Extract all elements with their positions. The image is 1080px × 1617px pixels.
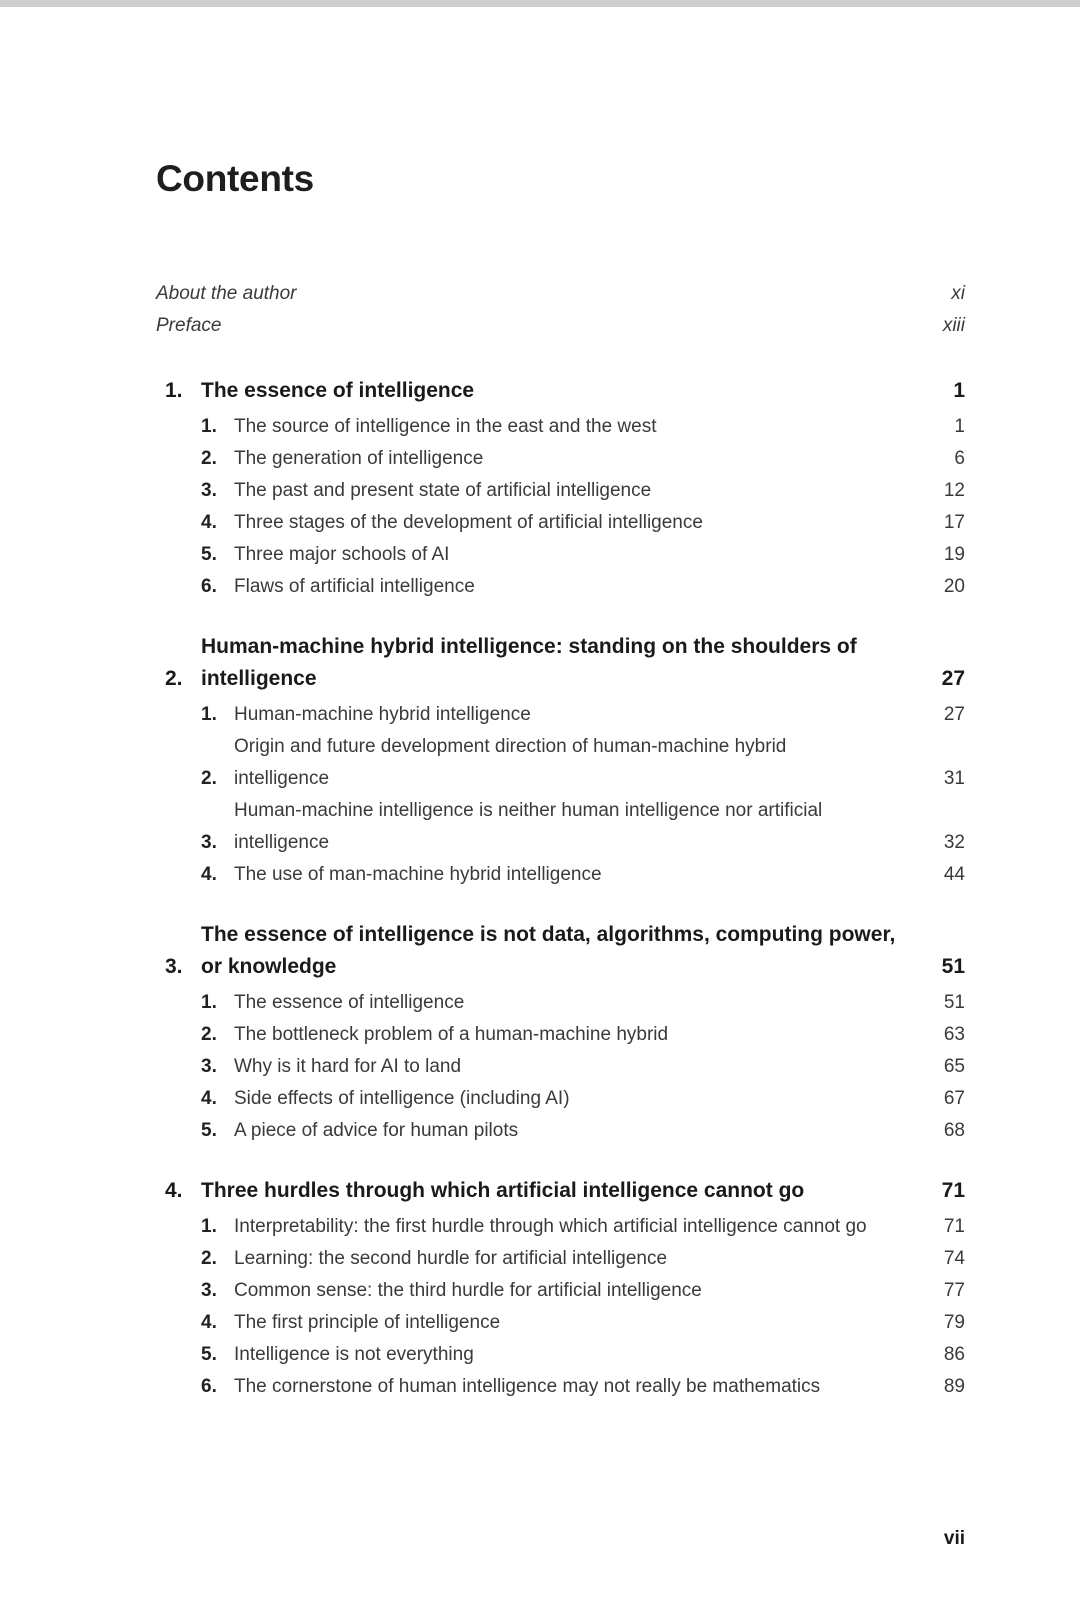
- section-entry[interactable]: [156, 1275, 965, 1307]
- section-number: 1.: [201, 1216, 217, 1237]
- section-title: Human-machine hybrid intelligence: [234, 704, 531, 725]
- section-page: 1: [954, 416, 965, 437]
- section-title: Interpretability: the first hurdle through which artificial intelligence cannot go: [234, 1216, 867, 1237]
- section-title: The source of intelligence in the east and the west: [234, 416, 657, 437]
- section-entry[interactable]: [156, 1115, 965, 1147]
- section-entry[interactable]: [156, 1211, 965, 1243]
- chapter-title: Human-machine hybrid intelligence: standing on the shoulders of intelligence: [201, 635, 857, 690]
- section-page: 12: [943, 480, 965, 501]
- chapter-heading[interactable]: [156, 919, 965, 987]
- page-number: vii: [943, 1528, 965, 1549]
- chapter-list: [156, 375, 965, 1403]
- section-page: 68: [943, 1120, 965, 1141]
- section-title: A piece of advice for human pilots: [234, 1120, 519, 1141]
- section-entry[interactable]: [156, 507, 965, 539]
- section-page: 19: [943, 544, 965, 565]
- section-number: 5.: [201, 1344, 217, 1365]
- section-title: Learning: the second hurdle for artificial intelligence: [234, 1248, 668, 1269]
- section-title: The first principle of intelligence: [234, 1312, 501, 1333]
- chapter-page: 1: [953, 379, 965, 402]
- section-title: Three major schools of AI: [234, 544, 450, 565]
- section-number: 1.: [201, 416, 217, 437]
- section-number: 3.: [201, 832, 217, 853]
- section-entry[interactable]: [156, 795, 965, 859]
- table-of-contents: [156, 283, 965, 1403]
- section-page: 44: [943, 864, 965, 885]
- chapter-number: 3.: [165, 955, 183, 978]
- section-number: 4.: [201, 1088, 217, 1109]
- section-entry[interactable]: [156, 699, 965, 731]
- section-number: 3.: [201, 1280, 217, 1301]
- section-number: 2.: [201, 448, 217, 469]
- section-page: 51: [943, 992, 965, 1013]
- section-page: 74: [943, 1248, 965, 1269]
- section-entry[interactable]: [156, 987, 965, 1019]
- section-page: 32: [943, 832, 965, 853]
- chapter-title: The essence of intelligence is not data, algorithms, computing power, or knowledge: [201, 923, 896, 978]
- section-page: 31: [943, 768, 965, 789]
- section-entry[interactable]: [156, 1371, 965, 1403]
- section-number: 2.: [201, 1248, 217, 1269]
- section-page: 17: [943, 512, 965, 533]
- section-page: 67: [943, 1088, 965, 1109]
- section-title: The essence of intelligence: [234, 992, 465, 1013]
- section-entry[interactable]: [156, 539, 965, 571]
- section-title: Common sense: the third hurdle for artificial intelligence: [234, 1280, 702, 1301]
- section-entry[interactable]: [156, 1307, 965, 1339]
- section-number: 3.: [201, 1056, 217, 1077]
- section-number: 1.: [201, 704, 217, 725]
- entry-page: xiii: [942, 315, 965, 336]
- section-title: Flaws of artificial intelligence: [234, 576, 475, 597]
- chapter-title: The essence of intelligence: [201, 379, 475, 402]
- section-page: 77: [943, 1280, 965, 1301]
- section-page: 65: [943, 1056, 965, 1077]
- section-entry[interactable]: [156, 411, 965, 443]
- chapter-4: [156, 1175, 965, 1403]
- section-page: 63: [943, 1024, 965, 1045]
- section-page: 79: [943, 1312, 965, 1333]
- section-title: Side effects of intelligence (including AI): [234, 1088, 570, 1109]
- section-title: The past and present state of artificial intelligence: [234, 480, 652, 501]
- chapter-3: [156, 919, 965, 1147]
- section-title: Human-machine intelligence is neither human intelligence nor artificial intelligence: [234, 800, 823, 853]
- section-entry[interactable]: [156, 859, 965, 891]
- section-page: 86: [943, 1344, 965, 1365]
- section-entry[interactable]: [156, 571, 965, 603]
- section-number: 1.: [201, 992, 217, 1013]
- section-title: The generation of intelligence: [234, 448, 484, 469]
- section-page: 6: [954, 448, 965, 469]
- section-entry[interactable]: [156, 1243, 965, 1275]
- section-title: The bottleneck problem of a human-machine hybrid: [234, 1024, 669, 1045]
- chapter-number: 1.: [165, 379, 183, 402]
- entry-title: Preface: [156, 315, 222, 336]
- section-entry[interactable]: [156, 1083, 965, 1115]
- toc-entry-preface[interactable]: [156, 315, 965, 347]
- section-entry[interactable]: [156, 443, 965, 475]
- chapter-number: 4.: [165, 1179, 183, 1202]
- chapter-page: 27: [941, 667, 965, 690]
- section-number: 2.: [201, 1024, 217, 1045]
- chapter-page: 51: [941, 955, 965, 978]
- section-title: Origin and future development direction of human-machine hybrid intelligence: [234, 736, 787, 789]
- section-number: 4.: [201, 864, 217, 885]
- section-number: 5.: [201, 544, 217, 565]
- section-entry[interactable]: [156, 1051, 965, 1083]
- section-entry[interactable]: [156, 475, 965, 507]
- section-entry[interactable]: [156, 731, 965, 795]
- section-number: 4.: [201, 512, 217, 533]
- section-number: 2.: [201, 768, 217, 789]
- section-page: 20: [943, 576, 965, 597]
- section-number: 5.: [201, 1120, 217, 1141]
- page-title: Contents: [156, 158, 314, 199]
- section-title: The use of man-machine hybrid intelligence: [234, 864, 602, 885]
- section-entry[interactable]: [156, 1019, 965, 1051]
- entry-page: xi: [951, 283, 965, 304]
- section-title: Three stages of the development of artificial intelligence: [234, 512, 703, 533]
- section-number: 6.: [201, 1376, 217, 1397]
- toc-entry-about-author[interactable]: [156, 283, 965, 315]
- section-title: The cornerstone of human intelligence may not really be mathematics: [234, 1376, 821, 1397]
- front-matter: [156, 283, 965, 347]
- section-entry[interactable]: [156, 1339, 965, 1371]
- section-number: 3.: [201, 480, 217, 501]
- chapter-number: 2.: [165, 667, 183, 690]
- section-number: 4.: [201, 1312, 217, 1333]
- section-page: 89: [943, 1376, 965, 1397]
- section-title: Why is it hard for AI to land: [234, 1056, 462, 1077]
- chapter-heading[interactable]: [156, 1175, 965, 1211]
- section-title: Intelligence is not everything: [234, 1344, 474, 1365]
- entry-title: About the author: [156, 283, 297, 304]
- section-page: 71: [943, 1216, 965, 1237]
- chapter-2: [156, 631, 965, 891]
- chapter-page: 71: [941, 1179, 965, 1202]
- section-number: 6.: [201, 576, 217, 597]
- chapter-heading[interactable]: [156, 631, 965, 699]
- section-page: 27: [943, 704, 965, 725]
- chapter-heading[interactable]: [156, 375, 965, 411]
- chapter-title: Three hurdles through which artificial intelligence cannot go: [201, 1179, 805, 1202]
- top-edge-bar: [0, 0, 1080, 7]
- chapter-1: [156, 375, 965, 603]
